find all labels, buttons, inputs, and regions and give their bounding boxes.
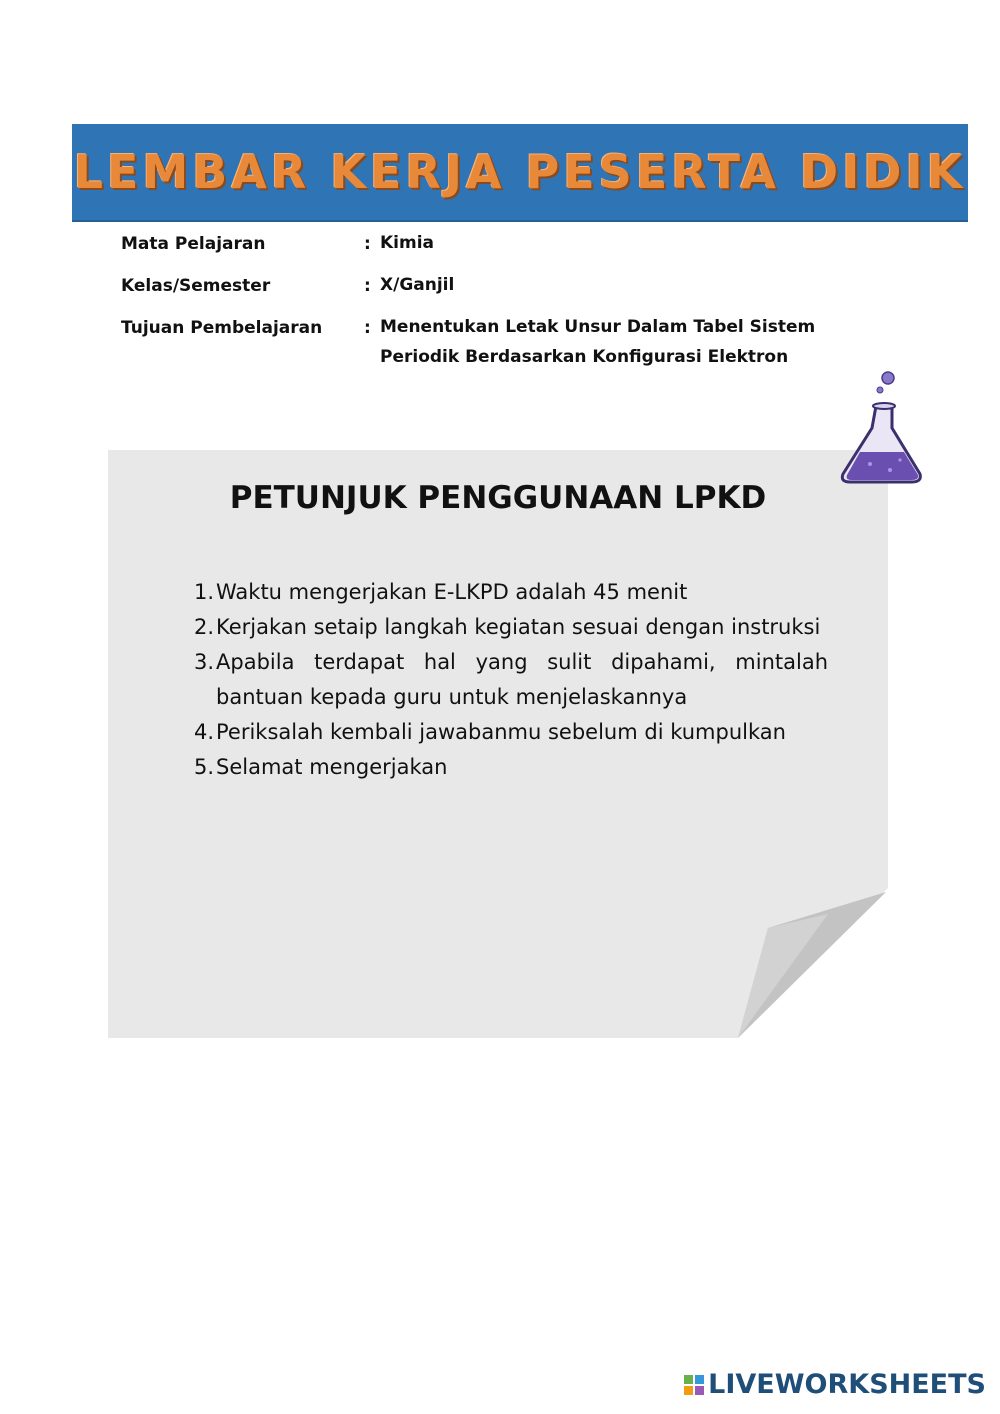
- flask-icon: [810, 362, 970, 488]
- page-curl: [738, 888, 888, 1038]
- info-value: X/Ganjil: [380, 275, 455, 295]
- step-text: Kerjakan setaip langkah kegiatan sesuai dengan instruksi: [216, 615, 821, 639]
- brand-name: LIVEWORKSHEETS: [708, 1369, 986, 1400]
- info-colon: :: [364, 318, 371, 338]
- instructions-list: [188, 575, 828, 785]
- info-label: Mata Pelajaran: [121, 234, 266, 254]
- list-item: [188, 750, 828, 785]
- info-label: Kelas/Semester: [121, 276, 271, 296]
- liveworksheets-brand: [684, 1369, 986, 1400]
- info-colon: :: [364, 276, 371, 296]
- title-banner: [72, 124, 968, 222]
- info-colon: :: [364, 234, 371, 254]
- step-text: Waktu mengerjakan E-LKPD adalah 45 menit: [216, 580, 688, 604]
- step-text: Selamat mengerjakan: [216, 755, 448, 779]
- info-row-objective: [121, 317, 841, 367]
- step-number: 3.: [193, 650, 214, 674]
- list-item: [188, 575, 828, 610]
- list-item: [188, 610, 828, 645]
- instructions-title: PETUNJUK PENGGUNAAN LPKD: [229, 480, 767, 516]
- info-value: Kimia: [380, 233, 435, 253]
- list-item: [188, 645, 828, 715]
- step-number: 2.: [193, 615, 214, 639]
- step-number: 4.: [193, 720, 214, 744]
- info-value: Menentukan Letak Unsur Dalam Tabel Sistem Periodik Berdasarkan Konfigurasi Elektron: [380, 317, 816, 367]
- instructions-panel: [108, 450, 888, 1038]
- step-text: Apabila terdapat hal yang sulit dipahami, mintalah bantuan kepada guru untuk menjelaskannya: [216, 650, 828, 709]
- info-block: [121, 233, 841, 367]
- step-number: 1.: [193, 580, 214, 604]
- step-number: 5.: [193, 755, 214, 779]
- liveworksheets-logo-icon: [684, 1375, 704, 1395]
- list-item: [188, 715, 828, 750]
- info-label: Tujuan Pembelajaran: [121, 318, 323, 338]
- worksheet-title: LEMBAR KERJA PESERTA DIDIK: [73, 145, 967, 199]
- step-text: Periksalah kembali jawabanmu sebelum di kumpulkan: [216, 720, 786, 744]
